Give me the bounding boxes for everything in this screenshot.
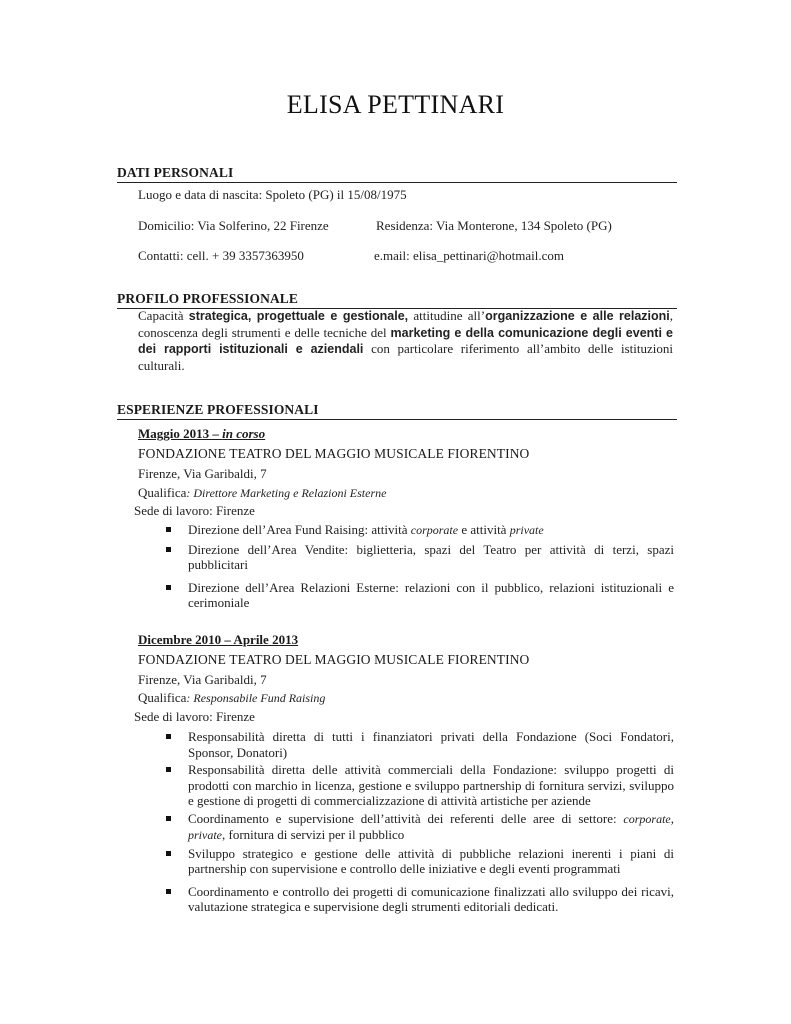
profile-bold: strategica, progettuale e gestionale, [188,309,409,323]
bullet-text: Direzione dell’Area Vendite: biglietteria, spazi del Teatro per attività di terzi, spazi pubblicitari [188,541,674,572]
bullet-square-icon [166,767,171,772]
qualification-role: : Direttore Marketing e Relazioni Esterne [186,486,387,500]
section-title-personal: DATI PERSONALI [117,165,677,183]
qualification-label: Qualifica [138,690,187,705]
job-address: Firenze, Via Garibaldi, 7 [138,466,267,481]
bullet-italic: private [188,828,222,842]
job-period-italic: in corso [222,426,266,441]
residence-info: Residenza: Via Monterone, 134 Spoleto (PG) [376,218,612,233]
bullet-square-icon [166,527,171,532]
bullet-text: Coordinamento e controllo dei progetti di comunicazione finalizzati allo sviluppo dei ricavi, valutazione strategica e supervisione degli strumenti editoriali dedicati. [188,883,674,914]
bullet-text: Sviluppo strategico e gestione delle attività di pubbliche relazioni inerenti i piani di partnership con supervisione e controllo delle iniziative e degli eventi programmati [188,845,674,876]
list-item [160,811,674,844]
bullet-text: e attività [458,522,510,537]
profile-bold: organizzazione e alle relazioni [485,309,670,323]
bullet-square-icon [166,889,171,894]
job-qualification [138,690,325,706]
list-item [160,522,674,539]
bullet-text: Direzione dell’Area Fund Raising: attività [188,522,411,537]
bullet-italic: corporate [410,523,459,537]
section-title-profile: PROFILO PROFESSIONALE [117,291,677,309]
profile-text: Capacità [138,308,189,323]
bullet-text: Responsabilità diretta delle attività commerciali della Fondazione: sviluppo progetti di prodotti con marchio in licenza, gestione e sviluppo partnership di fornitura servizi, sviluppo e gestione di progetti di commercializzazione di attività artistiche per aziende [188,762,674,808]
profile-text: attitudine all’ [408,308,486,323]
job-period [138,632,298,648]
list-item [160,542,674,573]
bullet-text: Coordinamento e supervisione dell’attività dei referenti delle aree di settore: [188,810,624,826]
profile-text: , conoscenza degli strumenti e delle tecniche del [138,308,673,340]
job-period [138,426,265,442]
profile-paragraph [138,308,673,373]
job-period-text: Dicembre 2010 – Aprile 2013 [138,632,299,647]
job-location: Sede di lavoro: Firenze [134,503,255,518]
birth-info: Luogo e data di nascita: Spoleto (PG) il 15/08/1975 [138,187,407,202]
job-bullet-list [160,729,674,915]
bullet-square-icon [166,585,171,590]
bullet-square-icon [166,851,171,856]
profile-bold: marketing e della comunicazione degli eventi e dei rapporti istituzionali e aziendali [138,325,673,356]
list-item [160,846,674,877]
list-item [160,580,674,611]
qualification-role: : Responsabile Fund Raising [186,691,326,705]
job-company: FONDAZIONE TEATRO DEL MAGGIO MUSICALE FIORENTINO [138,446,530,461]
bullet-italic: private [509,523,544,537]
list-item [160,729,674,760]
job-qualification [138,485,386,501]
qualification-label: Qualifica [138,485,187,500]
job-bullet-list [160,522,674,611]
job-address: Firenze, Via Garibaldi, 7 [138,672,267,687]
cv-name: ELISA PETTINARI [286,90,505,119]
list-item [160,762,674,809]
list-item [160,884,674,915]
email-info: e.mail: elisa_pettinari@hotmail.com [374,248,564,263]
section-title-experience: ESPERIENZE PROFESSIONALI [117,402,677,420]
bullet-text: , fornitura di servizi per il pubblico [222,827,405,842]
bullet-italic: corporate [623,811,671,826]
profile-text: con particolare riferimento all’ambito delle istituzioni culturali. [138,341,673,373]
bullet-square-icon [166,734,171,739]
bullet-square-icon [166,816,171,821]
bullet-text: , [670,810,674,826]
bullet-square-icon [166,547,171,552]
job-location: Sede di lavoro: Firenze [134,709,255,724]
job-company: FONDAZIONE TEATRO DEL MAGGIO MUSICALE FIORENTINO [138,652,530,667]
job-period-text: Maggio 2013 – [138,426,223,441]
bullet-text: Responsabilità diretta di tutti i finanziatori privati della Fondazione (Soci Fondatori, Sponsor, Donatori) [188,729,674,760]
bullet-text: Direzione dell’Area Relazioni Esterne: relazioni con il pubblico, relazioni istituzionali e cerimoniale [188,579,674,610]
contacts-info: Contatti: cell. + 39 3357363950 [138,248,304,263]
domicile-info: Domicilio: Via Solferino, 22 Firenze [138,218,329,233]
